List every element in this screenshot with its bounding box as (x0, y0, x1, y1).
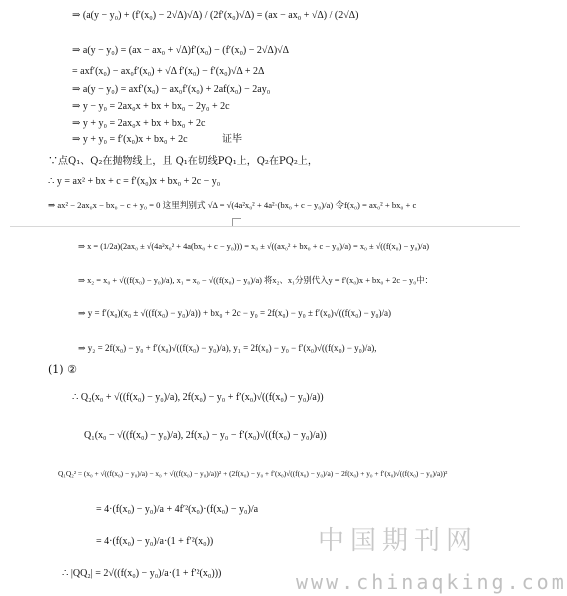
equation-line: ⇒ a(y − y₀) = axf′(x₀) − ax₀f′(x₀) + 2af(x₀) − 2ay₀ (72, 84, 271, 95)
equation-line: = 4·(f(x₀) − y₀)/a + 4f′²(x₀)·(f(x₀) − y₀)/a (96, 504, 259, 515)
equation-line: ⇒ ax² − 2ax₀x − bx₀ − c + y₀ = 0 这里判别式 √Δ = √(4a²x₀² + 4a²·(bx₀ + c − y₀)/a) 令f(x₀) = ax₀² + bx₀ + c (48, 200, 417, 210)
page-divider (10, 226, 520, 227)
text-line: ∵点Q₁、Q₂在抛物线上，且 Q₁在切线PQ₁上，Q₂在PQ₂上， (48, 156, 318, 167)
equation-line: ⇒ y = f′(x₀)(x₀ ± √((f(x₀) − y₀)/a)) + bx₀ + 2c − y₀ = 2f(x₀) − y₀ ± f′(x₀)√((f(x₀) − y₀)/a) (78, 308, 392, 318)
equation-line: ⇒ x = (1/2a)(2ax₀ ± √(4a²x₀² + 4a(bx₀ + c − y₀))) = x₀ ± √((ax₀² + bx₀ + c − y₀)/a) = x₀ ± √((f(x₀) − y₀)/a) (78, 242, 429, 251)
equation-line: ⇒ x₂ = x₀ + √((f(x₀) − y₀)/a), x₁ = x₀ − √((f(x₀) − y₀)/a) 将x₂、x₁分别代入y = f′(x₀)x + bx₀ + 2c − y₀中： (78, 276, 433, 285)
equation-line: ⇒ y₂ = 2f(x₀) − y₀ + f′(x₀)√((f(x₀) − y₀)/a), y₁ = 2f(x₀) − y₀ − f′(x₀)√((f(x₀) − y₀)/a), (78, 343, 377, 353)
equation-line: ∴ Q₂(x₀ + √((f(x₀) − y₀)/a), 2f(x₀) − y₀ + f′(x₀)√((f(x₀) − y₀)/a)) (72, 392, 324, 403)
watermark-url: www.chinaqking.com (296, 570, 567, 594)
equation-line: Q₁Q₂² = (x₀ + √((f(x₀) − y₀)/a) − x₀ + √((f(x₀) − y₀)/a))² + (2f(x₀) − y₀ + f′(x₀)√((f(x₀) − y₀)/a) − 2f(x₀) + y₀ + f′(x₀)√((f(x₀) − y₀)/a))² (58, 469, 448, 478)
section-label: (1) ② (48, 363, 77, 376)
equation-line: ∴ |QQ₂| = 2√((f(x₀) − y₀)/a·(1 + f′²(x₀))) (62, 568, 222, 579)
equation-line: ∴ y = ax² + bx + c = f′(x₀)x + bx₀ + 2c − y₀ (48, 176, 221, 187)
equation-line: ⇒ y + y₀ = 2ax₀x + bx + bx₀ + 2c (72, 118, 206, 129)
proof-end-label: 证毕 (222, 134, 242, 145)
equation-line: ⇒ a(y − y₀) = (ax − ax₀ + √Δ)f′(x₀) − (f′(x₀) − 2√Δ)√Δ (72, 45, 290, 56)
equation-line: = 4·(f(x₀) − y₀)/a·(1 + f′²(x₀)) (96, 536, 214, 547)
equation-line: = axf′(x₀) − ax₀f′(x₀) + √Δ f′(x₀) − f′(x₀)√Δ + 2Δ (72, 66, 265, 77)
equation-line: ⇒ (a(y − y₀) + (f′(x₀) − 2√Δ)√Δ) / (2f′(x₀)√Δ) = (ax − ax₀ + √Δ) / (2√Δ) (72, 10, 359, 21)
equation-line: Q₁(x₀ − √((f(x₀) − y₀)/a), 2f(x₀) − y₀ − f′(x₀)√((f(x₀) − y₀)/a)) (84, 430, 327, 441)
equation-line: ⇒ y + y₀ = f′(x₀)x + bx₀ + 2c (72, 134, 188, 145)
watermark-chinese: 中国期刊网 (318, 526, 479, 556)
equation-line: ⇒ y − y₀ = 2ax₀x + bx + bx₀ − 2y₀ + 2c (72, 101, 230, 112)
